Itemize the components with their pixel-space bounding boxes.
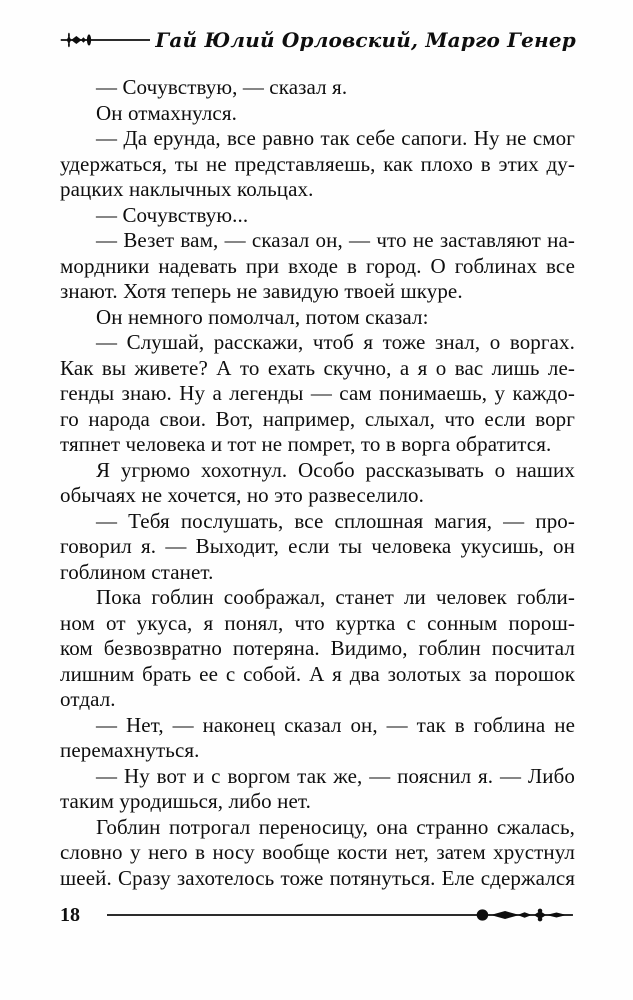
text-line: говорил я. — Выходит, если ты человека укусишь, он — [60, 534, 575, 558]
paragraph — [60, 764, 575, 815]
paragraph — [60, 101, 575, 127]
text-line: — Ну вот и с воргом так же, — пояснил я. — Либо — [96, 763, 575, 788]
text-line: Как вы живете? А то ехать скучно, а я о вас лишь ле- — [60, 355, 575, 380]
paragraph — [60, 228, 575, 305]
text-line: Я угрюмо хохотнул. Особо рассказывать о наших — [96, 457, 575, 482]
text-line: гоблином станет. — [60, 559, 214, 584]
paragraph — [60, 509, 575, 586]
text-line: — Слушай, расскажи, чтоб я тоже знал, о воргах. — [96, 330, 575, 354]
text-line: — Тебя послушать, все сплошная магия, — про- — [96, 508, 575, 533]
header-ornament-divider-icon — [60, 31, 150, 49]
paragraph — [60, 305, 575, 331]
paragraph — [60, 815, 575, 892]
text-line: рацких наклычных кольцах. — [60, 177, 314, 201]
paragraph — [60, 713, 575, 764]
text-line: ном от укуса, я понял, что куртка с сонным порош- — [60, 610, 575, 635]
text-line: тяпнет человека и тот не помрет, то в ворга обратится. — [60, 432, 552, 456]
footer-ornament-divider-icon — [107, 906, 575, 924]
paragraph — [60, 585, 575, 713]
text-line: шеей. Сразу захотелось тоже потянуться. Еле сдержался — [60, 865, 575, 890]
paragraph — [60, 75, 575, 101]
text-line: удержаться, ты не представляешь, как плохо в этих ду- — [60, 151, 575, 176]
page-header — [60, 28, 576, 52]
paragraph — [60, 203, 575, 229]
text-line: словно у него в носу вообще кости нет, затем хрустнул — [60, 840, 575, 864]
text-line: Он немного помолчал, потом сказал: — [96, 304, 429, 329]
page-footer — [60, 902, 575, 928]
running-head-authors: Гай Юлий Орловский, Марго Генер — [155, 28, 576, 52]
text-line: Гоблин потрогал переносицу, она странно сжалась, — [96, 814, 575, 839]
body-text — [60, 75, 575, 891]
text-line: Пока гоблин соображал, станет ли человек гобли- — [96, 585, 575, 609]
paragraph — [60, 126, 575, 203]
text-line: — Да ерунда, все равно так себе сапоги. Ну не смог — [96, 126, 575, 150]
text-line: — Сочувствую, — сказал я. — [96, 75, 348, 99]
text-line: мордники надевать при входе в город. О гоблинах все — [60, 253, 575, 278]
text-line: ком безвозвратно потеряна. Видимо, гоблин посчитал — [60, 636, 575, 660]
text-line: — Сочувствую... — [96, 202, 249, 227]
text-line: отдал. — [60, 687, 116, 711]
text-line: генды знаю. Ну а легенды — сам понимаешь, у каждо- — [60, 381, 575, 405]
page-number: 18 — [60, 903, 80, 926]
text-line: лишним брать ее с собой. А я два золотых за порошок — [60, 661, 575, 686]
text-line: — Нет, — наконец сказал он, — так в гоблина не — [96, 712, 575, 737]
text-line: знают. Хотя теперь не завидую твоей шкуре. — [60, 279, 463, 303]
text-line: — Везет вам, — сказал он, — что не заставляют на- — [96, 228, 575, 252]
text-line: го народа свои. Вот, например, слыхал, что если ворг — [60, 406, 575, 431]
text-line: обычаях не хочется, но это развеселило. — [60, 483, 424, 507]
text-line: перемахнуться. — [60, 738, 200, 762]
text-line: Он отмахнулся. — [96, 100, 237, 125]
paragraph — [60, 458, 575, 509]
paragraph — [60, 330, 575, 458]
text-line: таким уродишься, либо нет. — [60, 789, 311, 813]
